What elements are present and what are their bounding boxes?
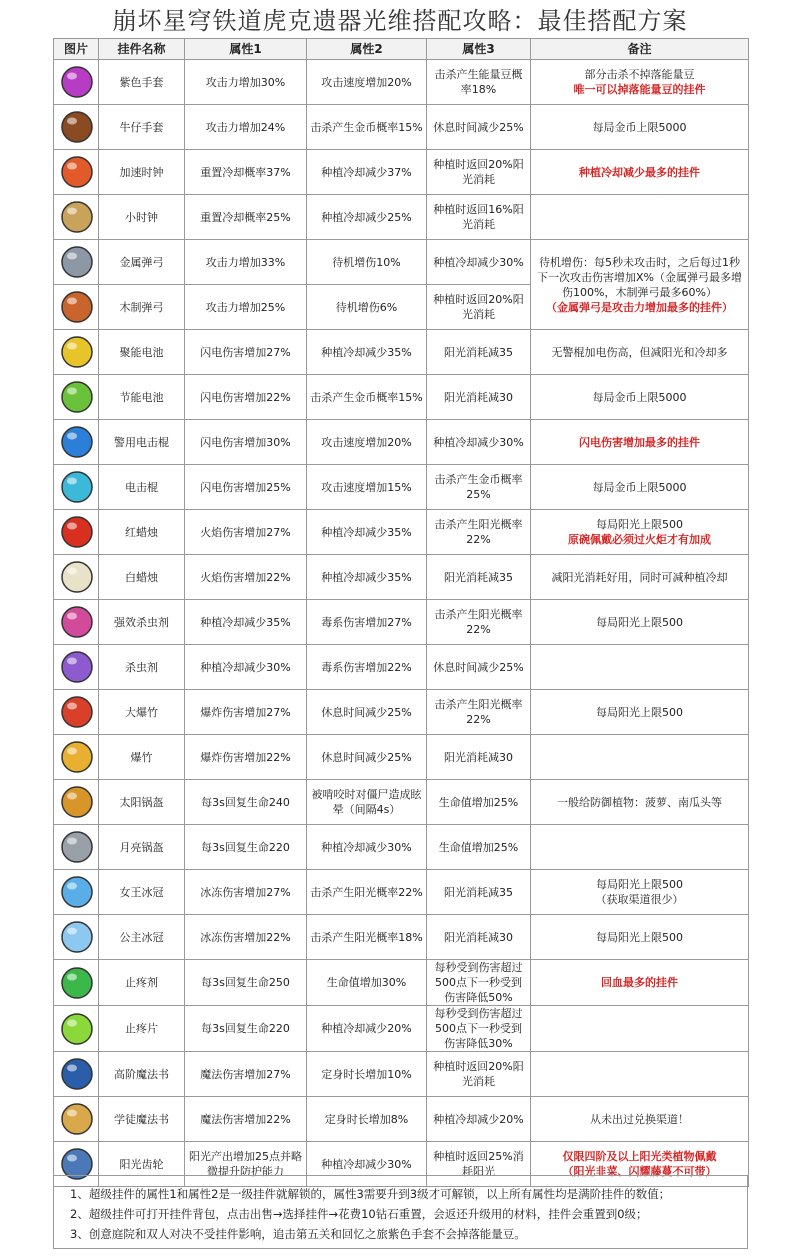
- item-name: 白蜡烛: [99, 555, 185, 600]
- pan-gold-icon: [57, 782, 97, 822]
- item-image-cell: [54, 645, 99, 690]
- spray-purple-icon: [57, 647, 97, 687]
- note-text: 每局金币上限5000: [592, 390, 687, 404]
- footer-note-1: 1、超级挂件的属性1和属性2是一级挂件就解锁的，属性3需要升到3级才可解锁，以上所有属性均是满阶挂件的数值；: [70, 1187, 671, 1201]
- note-text: （获取渠道很少）: [595, 893, 684, 906]
- item-attr3: 击杀产生阳光概率22%: [427, 510, 531, 555]
- item-name: 节能电池: [99, 375, 185, 420]
- item-note: [531, 1097, 749, 1142]
- item-name: 止疼剂: [99, 960, 185, 1006]
- item-image-cell: [54, 285, 99, 330]
- item-note: [531, 465, 749, 510]
- item-attr1: 爆炸伤害增加27%: [185, 690, 307, 735]
- item-attr1: 闪电伤害增加22%: [185, 375, 307, 420]
- item-attr3: 阳光消耗减35: [427, 330, 531, 375]
- footer-notes: [53, 1175, 748, 1249]
- item-image-cell: [54, 915, 99, 960]
- note-highlight: 仅限四阶及以上阳光类植物佩戴: [562, 1150, 717, 1163]
- item-attr2: 种植冷却减少35%: [307, 555, 427, 600]
- page-title: 崩坏星穹铁道虎克遗器光维搭配攻略：最佳搭配方案: [112, 7, 688, 35]
- firecracker-big-icon: [57, 692, 97, 732]
- item-attr3: 种植时返回20%阳光消耗: [427, 285, 531, 330]
- item-image-cell: [54, 420, 99, 465]
- header-attr1: 属性1: [185, 39, 307, 60]
- clock-red-icon: [57, 152, 97, 192]
- item-attr1: 攻击力增加30%: [185, 60, 307, 105]
- item-attr2: 种植冷却减少30%: [307, 825, 427, 870]
- item-attr2: 毒系伤害增加22%: [307, 645, 427, 690]
- item-name: 紫色手套: [99, 60, 185, 105]
- item-name: 金属弹弓: [99, 240, 185, 285]
- item-image-cell: [54, 330, 99, 375]
- item-attr3: 击杀产生阳光概率22%: [427, 690, 531, 735]
- item-name: 月亮锅盔: [99, 825, 185, 870]
- item-attr2: 种植冷却减少35%: [307, 510, 427, 555]
- glove-purple-icon: [57, 62, 97, 102]
- item-image-cell: [54, 195, 99, 240]
- item-note: [531, 1006, 749, 1052]
- item-attr2: 定身时长增加8%: [307, 1097, 427, 1142]
- item-attr3: 阳光消耗减35: [427, 870, 531, 915]
- item-note: [531, 600, 749, 645]
- item-image-cell: [54, 240, 99, 285]
- item-name: 学徒魔法书: [99, 1097, 185, 1142]
- note-text: 从未出过兑换渠道！: [590, 1112, 689, 1126]
- item-attr1: 火焰伤害增加27%: [185, 510, 307, 555]
- item-name: 公主冰冠: [99, 915, 185, 960]
- note-text: 部分击杀不掉落能量豆: [584, 68, 695, 81]
- firecracker-icon: [57, 737, 97, 777]
- item-attr3: 种植时返回16%阳光消耗: [427, 195, 531, 240]
- slingshot-metal-icon: [57, 242, 97, 282]
- note-text: 每局阳光上限500: [596, 930, 683, 944]
- item-attr3: 击杀产生能量豆概率18%: [427, 60, 531, 105]
- clock-small-icon: [57, 197, 97, 237]
- note-highlight: 种植冷却减少最多的挂件: [579, 165, 700, 179]
- table-row: [54, 60, 749, 105]
- item-image-cell: [54, 1052, 99, 1097]
- baton-blue-icon: [57, 422, 97, 462]
- item-attr3: 击杀产生阳光概率22%: [427, 600, 531, 645]
- item-note: [531, 690, 749, 735]
- items-table: [53, 38, 749, 1187]
- item-attr3: 每秒受到伤害超过500点下一秒受到伤害降低30%: [427, 1006, 531, 1052]
- header-attr3: 属性3: [427, 39, 531, 60]
- battery-green-icon: [57, 377, 97, 417]
- note-text: 待机增伤：每5秒未攻击时，之后每过1秒下一次攻击伤害增加X%（金属弹弓最多增伤100%，木制弹弓最多60%）: [537, 255, 742, 299]
- note-text: 减阳光消耗好用，同时可减种植冷却: [551, 570, 728, 584]
- item-attr3: 种植冷却减少30%: [427, 420, 531, 465]
- item-name: 牛仔手套: [99, 105, 185, 150]
- book-blue-icon: [57, 1054, 97, 1094]
- note-text: 无警棍加电伤高，但减阳光和冷却多: [551, 345, 728, 359]
- header-image: 图片: [54, 39, 99, 60]
- item-attr2: 待机增伤6%: [307, 285, 427, 330]
- item-attr1: 爆炸伤害增加22%: [185, 735, 307, 780]
- table-row: [54, 555, 749, 600]
- item-attr2: 毒系伤害增加27%: [307, 600, 427, 645]
- item-attr2: 种植冷却减少30%: [307, 1142, 427, 1187]
- item-attr2: 种植冷却减少37%: [307, 150, 427, 195]
- candle-red-icon: [57, 512, 97, 552]
- table-row: [54, 240, 749, 285]
- item-attr3: 阳光消耗减30: [427, 915, 531, 960]
- item-attr2: 击杀产生阳光概率18%: [307, 915, 427, 960]
- item-attr1: 闪电伤害增加25%: [185, 465, 307, 510]
- item-note: [531, 420, 749, 465]
- item-note: [531, 870, 749, 915]
- item-attr1: 魔法伤害增加27%: [185, 1052, 307, 1097]
- baton-cyan-icon: [57, 467, 97, 507]
- item-attr3: 每秒受到伤害超过500点下一秒受到伤害降低50%: [427, 960, 531, 1006]
- item-name: 阳光齿轮: [99, 1142, 185, 1187]
- item-note: [531, 915, 749, 960]
- footer-note-2: 2、超级挂件可打开挂件背包，点击出售→选择挂件→花费10钻石重置，会返还升级用的材料，挂件会重置到0级；: [70, 1207, 648, 1221]
- table-row: [54, 1052, 749, 1097]
- table-row: [54, 195, 749, 240]
- item-attr2: 种植冷却减少25%: [307, 195, 427, 240]
- item-note: [531, 960, 749, 1006]
- item-attr3: 阳光消耗减30: [427, 375, 531, 420]
- item-attr2: 定身时长增加10%: [307, 1052, 427, 1097]
- item-name: 加速时钟: [99, 150, 185, 195]
- item-note: [531, 195, 749, 240]
- item-name: 警用电击棍: [99, 420, 185, 465]
- note-text: 每局金币上限5000: [592, 120, 687, 134]
- item-name: 小时钟: [99, 195, 185, 240]
- item-note: [531, 240, 749, 330]
- item-image-cell: [54, 60, 99, 105]
- item-attr1: 闪电伤害增加30%: [185, 420, 307, 465]
- item-attr1: 攻击力增加24%: [185, 105, 307, 150]
- item-name: 木制弹弓: [99, 285, 185, 330]
- pan-silver-icon: [57, 827, 97, 867]
- header-name: 挂件名称: [99, 39, 185, 60]
- table-row: [54, 600, 749, 645]
- item-attr3: 种植时返回20%阳光消耗: [427, 1052, 531, 1097]
- item-name: 女王冰冠: [99, 870, 185, 915]
- item-note: [531, 735, 749, 780]
- table-row: [54, 105, 749, 150]
- note-text: 每局阳光上限500: [596, 518, 683, 531]
- item-attr2: 生命值增加30%: [307, 960, 427, 1006]
- item-name: 止疼片: [99, 1006, 185, 1052]
- note-highlight: （阳光韭菜、闪耀藤蔓不可带）: [562, 1165, 717, 1178]
- note-text: 每局阳光上限500: [596, 878, 683, 891]
- item-name: 强效杀虫剂: [99, 600, 185, 645]
- item-attr1: 魔法伤害增加22%: [185, 1097, 307, 1142]
- item-image-cell: [54, 1097, 99, 1142]
- item-image-cell: [54, 465, 99, 510]
- item-attr1: 重置冷却概率37%: [185, 150, 307, 195]
- item-attr1: 攻击力增加25%: [185, 285, 307, 330]
- table-row: [54, 645, 749, 690]
- item-attr3: 休息时间减少25%: [427, 105, 531, 150]
- table-row: [54, 780, 749, 825]
- item-image-cell: [54, 960, 99, 1006]
- table-row: [54, 825, 749, 870]
- item-image-cell: [54, 690, 99, 735]
- battery-yellow-icon: [57, 332, 97, 372]
- item-attr1: 攻击力增加33%: [185, 240, 307, 285]
- item-attr1: 冰冻伤害增加22%: [185, 915, 307, 960]
- note-text: 每局阳光上限500: [596, 705, 683, 719]
- item-note: [531, 825, 749, 870]
- item-attr2: 休息时间减少25%: [307, 690, 427, 735]
- item-note: [531, 105, 749, 150]
- table-row: [54, 1006, 749, 1052]
- item-attr2: 击杀产生金币概率15%: [307, 375, 427, 420]
- syringe-icon: [57, 963, 97, 1003]
- item-image-cell: [54, 1006, 99, 1052]
- table-row: [54, 690, 749, 735]
- table-row: [54, 1097, 749, 1142]
- item-attr3: 种植冷却减少30%: [427, 240, 531, 285]
- item-attr2: 待机增伤10%: [307, 240, 427, 285]
- item-image-cell: [54, 870, 99, 915]
- crown-queen-icon: [57, 872, 97, 912]
- table-row: [54, 330, 749, 375]
- item-attr1: 每3s回复生命220: [185, 1006, 307, 1052]
- item-note: [531, 510, 749, 555]
- table-row: [54, 465, 749, 510]
- item-attr3: 生命值增加25%: [427, 825, 531, 870]
- item-note: [531, 330, 749, 375]
- item-attr1: 闪电伤害增加27%: [185, 330, 307, 375]
- item-note: [531, 780, 749, 825]
- item-attr1: 冰冻伤害增加27%: [185, 870, 307, 915]
- item-attr3: 种植时返回20%阳光消耗: [427, 150, 531, 195]
- glove-brown-icon: [57, 107, 97, 147]
- table-row: [54, 735, 749, 780]
- item-image-cell: [54, 150, 99, 195]
- item-image-cell: [54, 375, 99, 420]
- item-note: [531, 645, 749, 690]
- item-attr1: 每3s回复生命250: [185, 960, 307, 1006]
- item-name: 聚能电池: [99, 330, 185, 375]
- note-text: 一般给防御植物：菠萝、南瓜头等: [557, 795, 722, 809]
- item-attr2: 击杀产生金币概率15%: [307, 105, 427, 150]
- note-text: 每局阳光上限500: [596, 615, 683, 629]
- item-attr2: 击杀产生阳光概率22%: [307, 870, 427, 915]
- item-attr1: 种植冷却减少30%: [185, 645, 307, 690]
- item-name: 杀虫剂: [99, 645, 185, 690]
- item-attr2: 休息时间减少25%: [307, 735, 427, 780]
- item-attr2: 攻击速度增加20%: [307, 420, 427, 465]
- item-attr2: 攻击速度增加15%: [307, 465, 427, 510]
- item-attr3: 休息时间减少25%: [427, 645, 531, 690]
- item-attr3: 击杀产生金币概率25%: [427, 465, 531, 510]
- item-attr1: 重置冷却概率25%: [185, 195, 307, 240]
- item-attr3: 阳光消耗减30: [427, 735, 531, 780]
- item-name: 高阶魔法书: [99, 1052, 185, 1097]
- item-attr1: 种植冷却减少35%: [185, 600, 307, 645]
- note-text: 每局金币上限5000: [592, 480, 687, 494]
- item-attr1: 每3s回复生命240: [185, 780, 307, 825]
- table-row: [54, 870, 749, 915]
- item-note: [531, 60, 749, 105]
- item-attr1: 每3s回复生命220: [185, 825, 307, 870]
- item-attr3: 种植时返回25%消耗阳光: [427, 1142, 531, 1187]
- item-image-cell: [54, 780, 99, 825]
- item-attr3: 生命值增加25%: [427, 780, 531, 825]
- note-highlight: 原碗佩戴必须过火炬才有加成: [568, 533, 711, 546]
- header-attr2: 属性2: [307, 39, 427, 60]
- item-attr3: 阳光消耗减35: [427, 555, 531, 600]
- item-attr1: 阳光产出增加25点并略微提升防护能力: [185, 1142, 307, 1187]
- item-image-cell: [54, 555, 99, 600]
- table-row: [54, 915, 749, 960]
- item-note: [531, 1052, 749, 1097]
- header-note: 备注: [531, 39, 749, 60]
- item-attr2: 种植冷却减少20%: [307, 1006, 427, 1052]
- item-name: 红蜡烛: [99, 510, 185, 555]
- note-highlight: （金属弹弓是攻击力增加最多的挂件）: [546, 300, 733, 314]
- book-gold-icon: [57, 1099, 97, 1139]
- item-note: [531, 555, 749, 600]
- table-row: [54, 960, 749, 1006]
- candle-white-icon: [57, 557, 97, 597]
- table-row: [54, 510, 749, 555]
- item-attr1: 火焰伤害增加22%: [185, 555, 307, 600]
- note-highlight: 回血最多的挂件: [601, 976, 678, 989]
- item-image-cell: [54, 510, 99, 555]
- item-image-cell: [54, 105, 99, 150]
- table-row: [54, 150, 749, 195]
- item-attr2: 被啃咬时对僵尸造成眩晕（间隔4s）: [307, 780, 427, 825]
- item-name: 大爆竹: [99, 690, 185, 735]
- footer-note-3: 3、创意庭院和双人对决不受挂件影响，追击第五关和回忆之旅紫色手套不会掉落能量豆。: [70, 1227, 526, 1241]
- spray-pink-icon: [57, 602, 97, 642]
- item-name: 爆竹: [99, 735, 185, 780]
- item-name: 电击棍: [99, 465, 185, 510]
- item-image-cell: [54, 600, 99, 645]
- item-attr3: 种植冷却减少20%: [427, 1097, 531, 1142]
- table-row: [54, 375, 749, 420]
- table-row: [54, 420, 749, 465]
- pill-icon: [57, 1009, 97, 1049]
- item-note: [531, 375, 749, 420]
- item-attr2: 攻击速度增加20%: [307, 60, 427, 105]
- item-image-cell: [54, 735, 99, 780]
- note-highlight: 唯一可以掉落能量豆的挂件: [573, 83, 706, 96]
- item-image-cell: [54, 825, 99, 870]
- crown-princess-icon: [57, 917, 97, 957]
- table-header-row: [54, 39, 749, 60]
- slingshot-wood-icon: [57, 287, 97, 327]
- item-attr2: 种植冷却减少35%: [307, 330, 427, 375]
- item-name: 太阳锅盔: [99, 780, 185, 825]
- item-note: [531, 150, 749, 195]
- note-highlight: 闪电伤害增加最多的挂件: [579, 435, 700, 449]
